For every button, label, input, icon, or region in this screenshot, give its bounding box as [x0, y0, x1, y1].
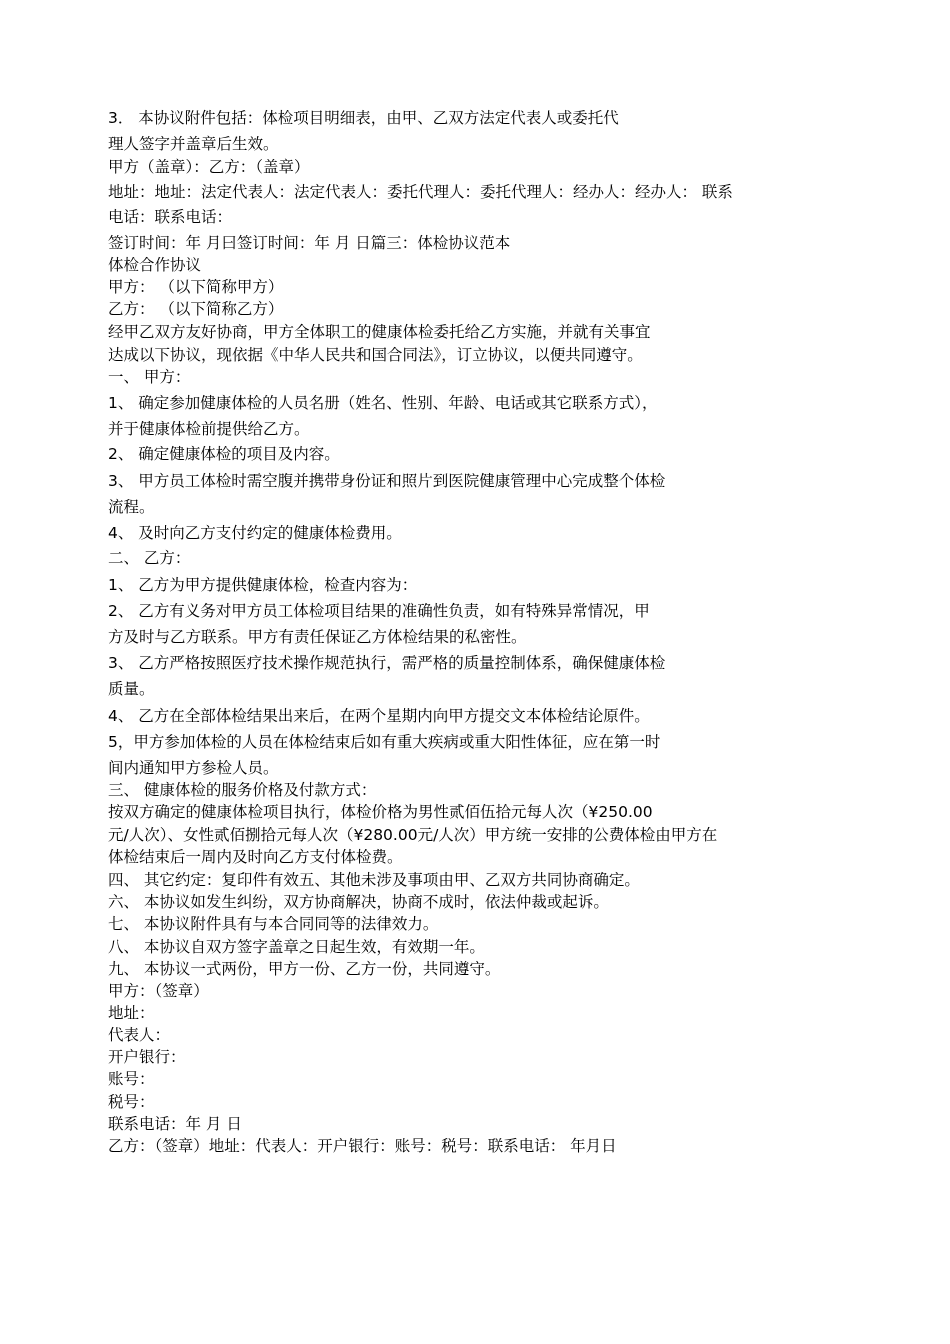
- text-line: 3． 本协议附件包括：体检项目明细表，由甲、乙双方法定代表人或委托代: [108, 109, 619, 127]
- text-line: 1、 乙方为甲方提供健康体检，检查内容为：: [108, 576, 418, 594]
- text-line: 乙方： （以下简称乙方）: [108, 300, 284, 318]
- text-line: 地址：地址：法定代表人：法定代表人：委托代理人：委托代理人：经办人：经办人： 联系: [108, 183, 733, 201]
- text-line: 按双方确定的健康体检项目执行，体检价格为男性贰佰伍拾元每人次（¥250.00: [108, 803, 653, 821]
- text-line: 乙方：（签章）地址：代表人：开户银行：账号：税号：联系电话： 年月日: [108, 1137, 617, 1155]
- text-line: 七、 本协议附件具有与本合同同等的法律效力。: [108, 915, 439, 933]
- text-line: 3、 乙方严格按照医疗技术操作规范执行，需严格的质量控制体系，确保健康体检: [108, 654, 666, 672]
- text-line: 2、 乙方有义务对甲方员工体检项目结果的准确性负责，如有特殊异常情况，甲: [108, 602, 650, 620]
- text-line: 税号：: [108, 1093, 155, 1111]
- text-line: 代表人：: [108, 1026, 171, 1044]
- text-line: 理人签字并盖章后生效。: [108, 135, 279, 153]
- text-line: 开户银行：: [108, 1048, 186, 1066]
- text-line: 甲方（盖章）：乙方：（盖章）: [108, 158, 310, 176]
- text-line: 达成以下协议，现依据《中华人民共和国合同法》，订立协议，以便共同遵守。: [108, 346, 643, 364]
- text-line: 流程。: [108, 498, 155, 516]
- text-line: 5，甲方参加体检的人员在体检结束后如有重大疾病或重大阳性体征，应在第一时: [108, 733, 661, 751]
- text-line: 三、 健康体检的服务价格及付款方式：: [108, 781, 377, 799]
- text-line: 质量。: [108, 680, 155, 698]
- text-line: 3、 甲方员工体检时需空腹并携带身份证和照片到医院健康管理中心完成整个体检: [108, 472, 666, 490]
- text-line: 电话：联系电话：: [108, 208, 233, 226]
- text-line: 4、 乙方在全部体检结果出来后，在两个星期内向甲方提交文本体检结论原件。: [108, 707, 650, 725]
- text-line: 账号：: [108, 1070, 155, 1088]
- text-line: 联系电话：年 月 日: [108, 1115, 242, 1133]
- text-line: 九、 本协议一式两份，甲方一份、乙方一份，共同遵守。: [108, 960, 501, 978]
- text-line: 甲方：（签章）: [108, 982, 209, 1000]
- text-line: 方及时与乙方联系。甲方有责任保证乙方体检结果的私密性。: [108, 628, 527, 646]
- text-line: 六、 本协议如发生纠纷，双方协商解决，协商不成时，依法仲裁或起诉。: [108, 893, 609, 911]
- text-line: 体检结束后一周内及时向乙方支付体检费。: [108, 848, 403, 866]
- text-line: 体检合作协议: [108, 256, 202, 274]
- text-line: 间内通知甲方参检人员。: [108, 759, 279, 777]
- text-line: 并于健康体检前提供给乙方。: [108, 420, 310, 438]
- text-line: 2、 确定健康体检的项目及内容。: [108, 445, 340, 463]
- text-line: 八、 本协议自双方签字盖章之日起生效，有效期一年。: [108, 938, 485, 956]
- text-line: 地址：: [108, 1004, 155, 1022]
- text-line: 4、 及时向乙方支付约定的健康体检费用。: [108, 524, 402, 542]
- text-line: 经甲乙双方友好协商，甲方全体职工的健康体检委托给乙方实施，并就有关事宜: [108, 323, 651, 341]
- text-line: 甲方： （以下简称甲方）: [108, 278, 284, 296]
- text-line: 签订时间：年 月曰签订时间：年 月 日篇三：体检协议范本: [108, 234, 511, 252]
- text-line: 1、 确定参加健康体检的人员名册（姓名、性别、年龄、电话或其它联系方式），: [108, 394, 658, 412]
- text-line: 二、 乙方：: [108, 549, 191, 567]
- text-line: 一、 甲方：: [108, 368, 191, 386]
- text-line: 元/人次）、女性贰佰捌拾元每人次（¥280.00元/人次）甲方统一安排的公费体检由甲方在: [108, 826, 718, 844]
- text-line: 四、 其它约定：复印件有效五、其他未涉及事项由甲、乙双方共同协商确定。: [108, 871, 640, 889]
